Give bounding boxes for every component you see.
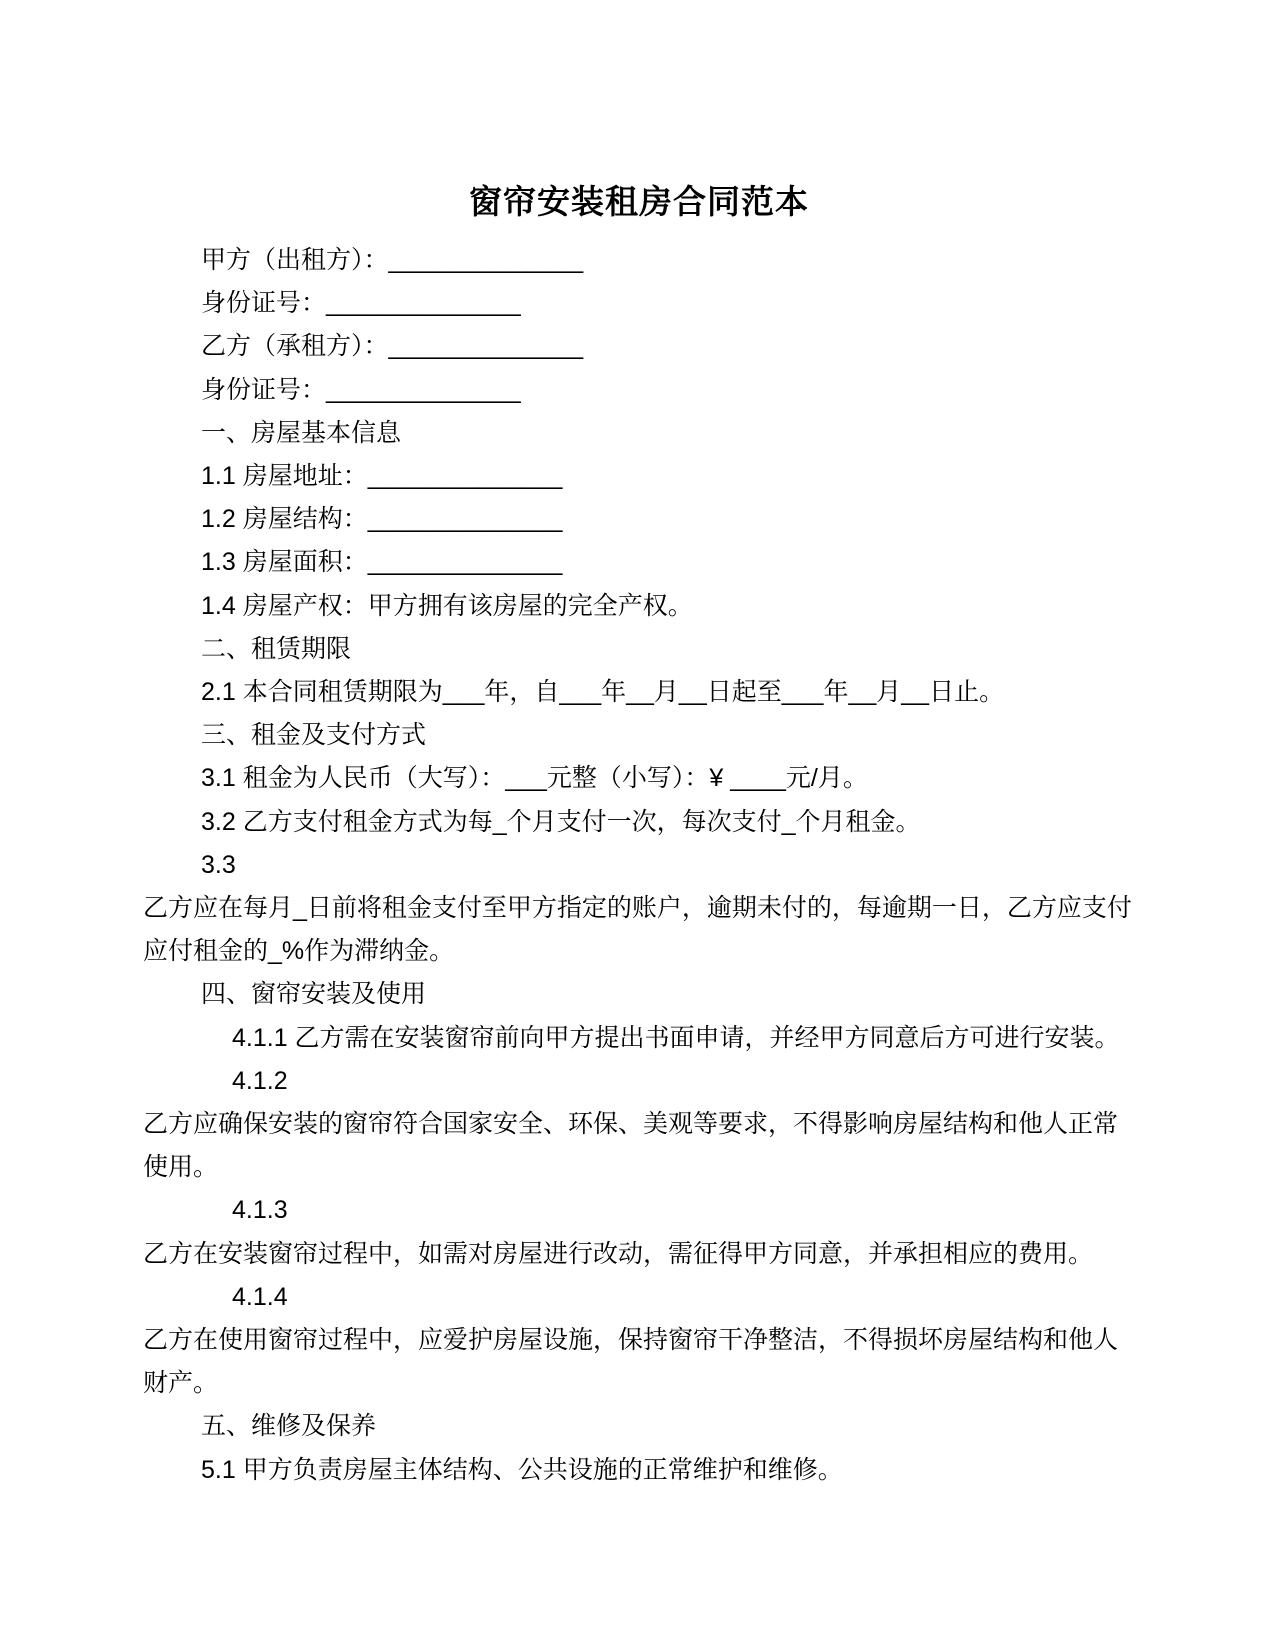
- party-b-line: 乙方（承租方）：______________: [201, 332, 584, 361]
- section-3-heading: 三、租金及支付方式: [201, 721, 427, 750]
- clause-5-1: 5.1 甲方负责房屋主体结构、公共设施的正常维护和维修。: [201, 1455, 843, 1484]
- clause-4-1-2-number: 4.1.2: [232, 1066, 288, 1095]
- section-4-heading: 四、窗帘安装及使用: [201, 980, 427, 1009]
- clause-3-1: 3.1 租金为人民币（大写）：___元整（小写）：¥ ____元/月。: [201, 764, 868, 793]
- clause-4-1-1: 4.1.1 乙方需在安装窗帘前向甲方提出书面申请，并经甲方同意后方可进行安装。: [232, 1023, 1120, 1052]
- clause-3-3-body: 乙方应在每月_日前将租金支付至甲方指定的账户，逾期未付的，每逾期一日，乙方应支付应付租金的_%作为滞纳金。: [143, 894, 1132, 966]
- section-1-heading: 一、房屋基本信息: [201, 418, 402, 447]
- document-title: 窗帘安装租房合同范本: [469, 183, 809, 220]
- clause-4-1-4-number: 4.1.4: [232, 1282, 288, 1311]
- clause-4-1-3-number: 4.1.3: [232, 1196, 288, 1225]
- clause-3-3-number: 3.3: [201, 850, 236, 879]
- section-5-heading: 五、维修及保养: [201, 1412, 377, 1441]
- clause-1-3: 1.3 房屋面积：______________: [201, 548, 563, 577]
- clause-1-2: 1.2 房屋结构：______________: [201, 505, 563, 534]
- party-b-id-line: 身份证号：______________: [201, 375, 521, 404]
- clause-3-2: 3.2 乙方支付租金方式为每_个月支付一次，每次支付_个月租金。: [201, 807, 921, 836]
- document-content: [143, 178, 1135, 1492]
- party-a-line: 甲方（出租方）：______________: [201, 246, 584, 274]
- clause-1-1: 1.1 房屋地址：______________: [201, 462, 563, 491]
- clause-4-1-3-body: 乙方在安装窗帘过程中，如需对房屋进行改动，需征得甲方同意，并承担相应的费用。: [143, 1239, 1094, 1268]
- clause-4-1-2-body: 乙方应确保安装的窗帘符合国家安全、环保、美观等要求，不得影响房屋结构和他人正常使用。: [143, 1110, 1119, 1182]
- party-a-id-line: 身份证号：______________: [201, 289, 521, 318]
- clause-4-1-4-body: 乙方在使用窗帘过程中，应爱护房屋设施，保持窗帘干净整洁，不得损坏房屋结构和他人财产。: [143, 1326, 1119, 1398]
- section-2-heading: 二、租赁期限: [201, 634, 352, 663]
- clause-1-4: 1.4 房屋产权：甲方拥有该房屋的完全产权。: [201, 591, 693, 620]
- clause-2-1: 2.1 本合同租赁期限为___年，自___年__月__日起至___年__月__日止。: [201, 678, 1005, 707]
